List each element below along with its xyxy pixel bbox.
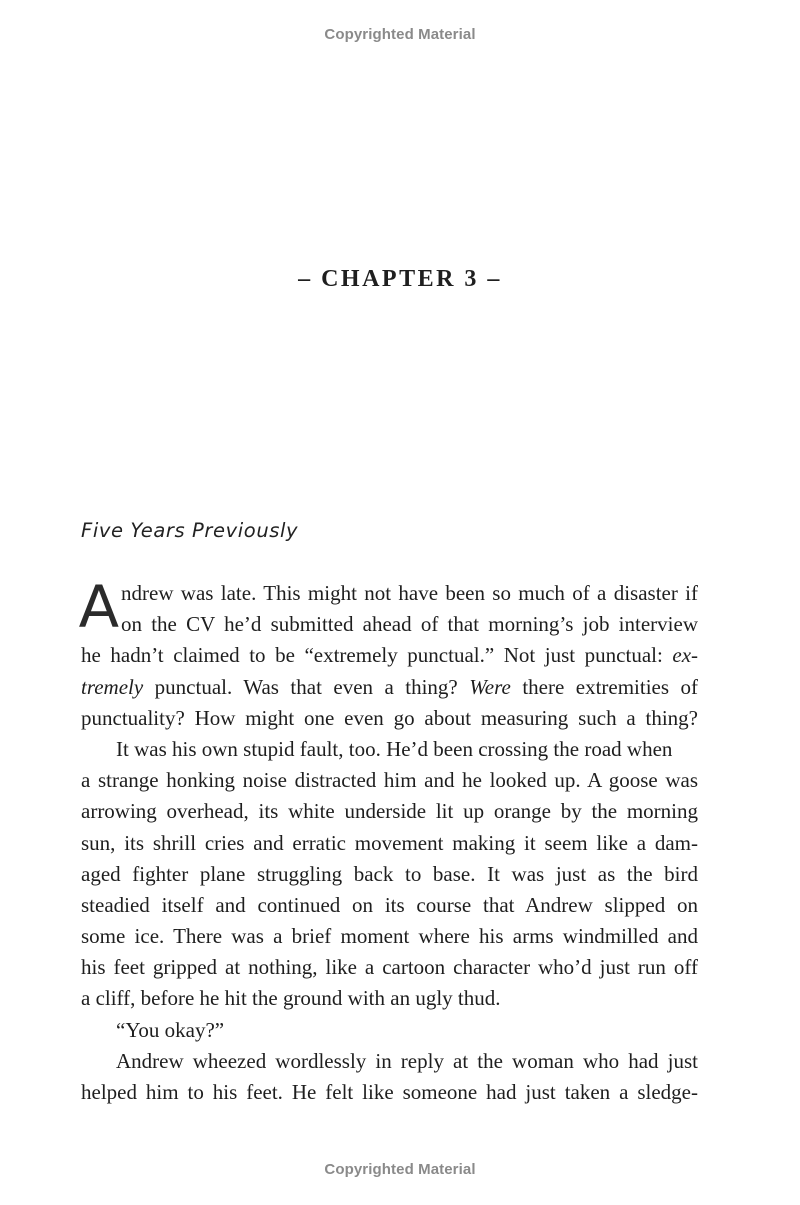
paragraph-line: his feet gripped at nothing, like a cartoon character who’d just run off [81,955,698,980]
paragraph-4 [81,1046,698,1108]
paragraph-line: a strange honking noise distracted him and he looked up. A goose was [81,768,698,793]
paragraph-line: a cliff, before he hit the ground with an ugly thud. [81,986,501,1011]
section-subtitle: Five Years Previously [81,519,299,542]
paragraph-line [81,672,698,703]
paragraph-line: steadied itself and continued on its course that Andrew slipped on [81,892,698,917]
line-segment: punctual. Was that even a thing? [154,674,458,699]
paragraph-line: sun, its shrill cries and erratic movement making it seem like a dam- [81,830,698,855]
italic-word: ex- [672,643,698,668]
paragraph-line: ndrew was late. This might not have been so much of a disaster if [121,581,698,605]
paragraph-line: It was his own stupid fault, too. He’d been crossing the road when [116,736,673,761]
paragraph-line: on the CV he’d submitted ahead of that morning’s job interview [121,612,698,637]
paragraph-line: punctuality? How might one even go about measuring such a thing? [81,705,698,730]
line-segment: there extremities of [522,674,698,699]
paragraph-line: “You okay?” [116,1017,225,1042]
body-text [78,573,698,1108]
italic-word: Were [469,674,511,699]
paragraph-line: aged fighter plane struggling back to base. It was just as the bird [81,861,698,886]
paragraph-3 [81,1015,698,1046]
copyright-watermark-top: Copyrighted Material [324,26,476,43]
paragraph-line: helped him to his feet. He felt like someone had just taken a sledge- [81,1080,698,1104]
paragraph-1 [78,573,698,734]
line-segment: he hadn’t claimed to be “extremely punctual.” Not just punctual: [81,643,663,668]
paragraph-line: arrowing overhead, its white underside lit up orange by the morning [81,799,698,824]
drop-cap: A [78,573,120,641]
chapter-heading: – CHAPTER 3 – [298,266,502,292]
italic-word: tremely [81,674,144,699]
copyright-watermark-bottom: Copyrighted Material [324,1161,476,1178]
paragraph-line [81,640,698,671]
paragraph-line: Andrew wheezed wordlessly in reply at the woman who had just [116,1048,698,1073]
paragraph-line: some ice. There was a brief moment where his arms windmilled and [81,924,698,949]
paragraph-2 [81,734,698,1015]
